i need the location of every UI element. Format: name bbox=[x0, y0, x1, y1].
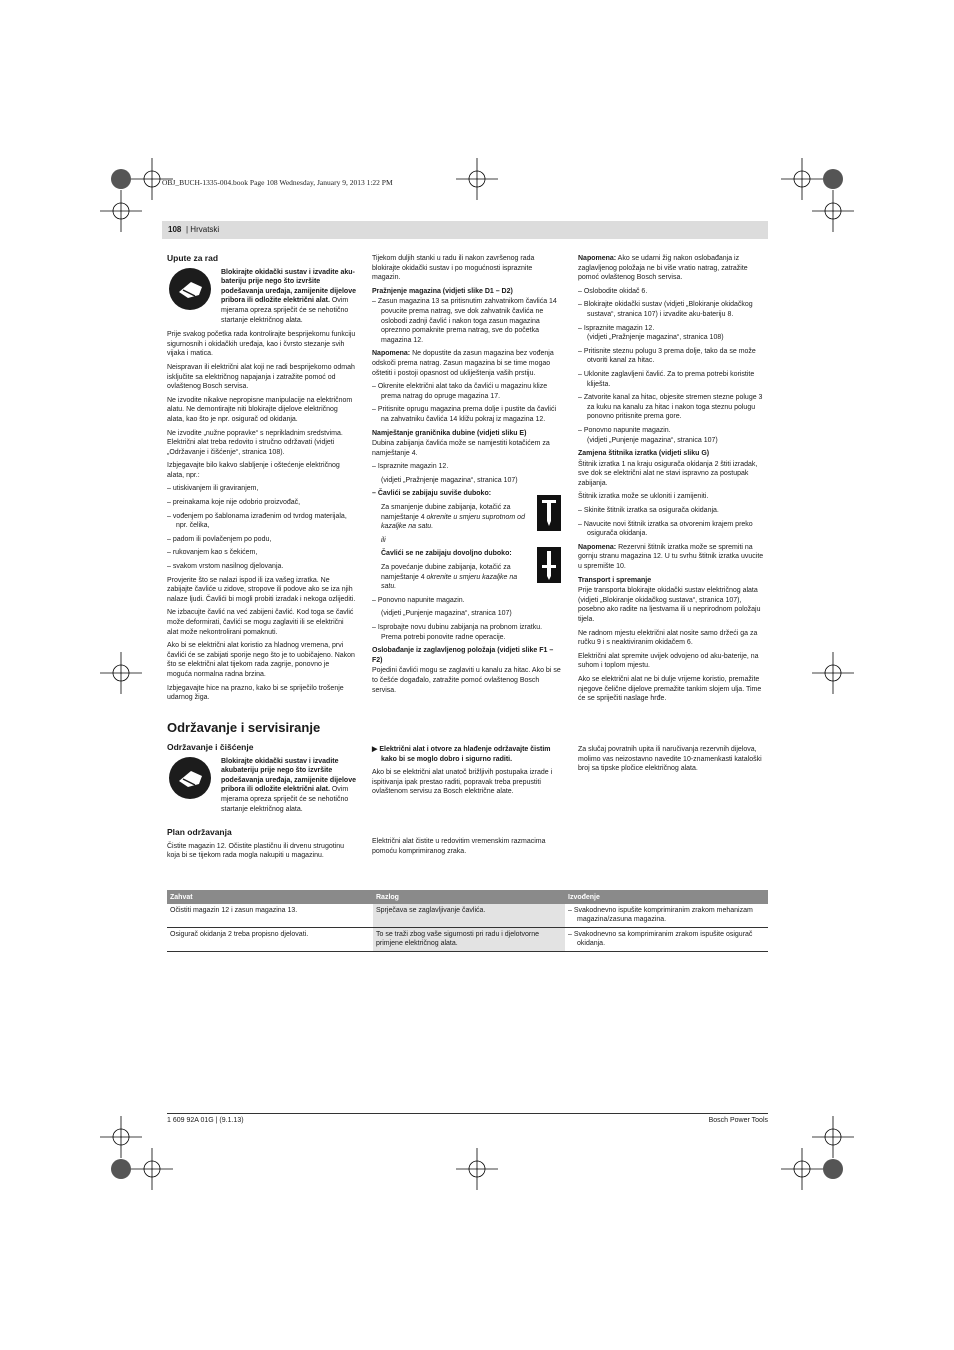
list-item: – Ispraznite magazin 12. bbox=[372, 463, 449, 471]
list-subtext: Za povećanje dubine zabijanja, kotačić za namještanje 4 okrenite u smjeru kazaljke na satu. bbox=[381, 564, 518, 591]
warning-text: Ovim mjerama opreza spriječit će se nehotično startanje električnog alata. bbox=[221, 786, 349, 813]
list-item: – Isprobajte novu dubinu zabijanja na probnom izratku. Prema potrebi ponovite radne operacije. bbox=[372, 624, 543, 641]
list-item: – Oslobodite okidač 6. bbox=[578, 287, 648, 295]
warning-block bbox=[167, 268, 356, 326]
table-header: Razlog bbox=[373, 890, 565, 904]
warning-text: Ovim mjerama opreza spriječit će se nehotično startanje električnog alata. bbox=[221, 297, 349, 324]
footer-brand: Bosch Power Tools bbox=[708, 1117, 768, 1124]
list-item: – Blokirajte okidački sustav (vidjeti „Blokiranje okidačkog sustava“, stranica 107) i izvadite aku-bateriju 8. bbox=[578, 301, 753, 318]
paragraph: Ne izvodite nikakve nepropisne manipulacije na električnom alatu. Ne demontirajte niti blokirajte dijelove električnog alata, kao što je npr. osigurač od okidanja. bbox=[167, 396, 353, 423]
list-item: – Ponovno napunite magazin. bbox=[372, 596, 465, 604]
paragraph: Prije svakog početka rada kontrolirajte besprijekornu funkciju sigurnosnih i okidačkih uređaja, kao i čvrsto stezanje svih vijaka i matica. bbox=[167, 331, 356, 358]
paragraph: Izbjegavajte bilo kakvo slabljenje i oštećenje električnog alata, npr.: bbox=[167, 462, 340, 479]
language-label: | Hrvatski bbox=[186, 225, 220, 234]
table-cell: Očistiti magazin 12 i zasun magazina 13. bbox=[167, 904, 373, 927]
depth-shallow-icon bbox=[537, 495, 561, 531]
section-title-odrzavanje: Održavanje i servisiranje bbox=[167, 720, 321, 735]
bullet-item: ▶ Električni alat i otvore za hlađenje održavajte čistim kako bi se moglo dobro i sigurno raditi. bbox=[372, 746, 551, 763]
hand-warning-icon bbox=[169, 757, 211, 799]
list-item: – Skinite štitnik izratka sa osigurača okidanja. bbox=[578, 507, 719, 515]
paragraph: Provjerite što se nalazi ispod ili iza vašeg izratka. Ne zabijajte čavliće u zidove, stropove ili podove ako se iza njih nalaze ljudi. Čavlići bi mogli probiti izradak i nekoga ozlijediti. bbox=[167, 576, 356, 603]
paragraph: Štitnik izratka 1 na kraju osigurača okidanja 2 štiti izradak, sve dok se električni alat ne stavi ispravno za postupak zabijanja. bbox=[578, 460, 758, 487]
paragraph: Neispravan ili električni alat koji ne radi besprijekorno odmah isključite sa električnog napajanja i zatražite pomoć od ovlaštenog Bosch servisa. bbox=[167, 363, 355, 391]
paragraph: Za slučaj povratnih upita ili naručivanja rezervnih dijelova, molimo vas neizostavno navedite 10-znamenkasti kataloški broj sa tipske pločice električnog alata. bbox=[578, 746, 762, 773]
table-cell: – Svakodnevno sa komprimiranim zrakom ispušite osigurač okidanja. bbox=[565, 927, 768, 951]
paragraph: Ako bi se električni alat unatoč brižljivih postupaka izrade i ispitivanja ipak prestao raditi, popravak treba prepustiti ovlaštenom servisu za Bosch električne alate. bbox=[372, 769, 553, 796]
list-item: – Zatvorite kanal za hitac, objesite stremen stezne poluge 3 za kuku na kanalu za hitac i nakon toga steznu polugu ponovno pritisnite prema gore. bbox=[578, 394, 763, 421]
paragraph: Ako bi se električni alat koristio za hladnog vremena, prvi čavlići će se zabijati sporije nego što je to uobičajeno. Nakon što se električni alat tijekom rada zagrije, ponovno je moguća normalna radna brzina. bbox=[167, 642, 355, 678]
paragraph: Prije transporta blokirajte okidački sustav električnog alata (vidjeti „Blokiranje okidačkog sustava“, stranica 107), posebno ako radite na ljestvama ili u neprirodnom položaju tijela. bbox=[578, 587, 761, 623]
table-row bbox=[167, 927, 768, 951]
table-cell: Sprječava se zaglavljivanje čavlića. bbox=[373, 904, 565, 927]
list-item: – svakom vrstom nasilnog djelovanja. bbox=[167, 563, 284, 571]
or-text: ili bbox=[381, 536, 386, 544]
subheading-cistenje: Održavanje i čišćenje bbox=[167, 742, 254, 752]
subheading-plan: Plan održavanja bbox=[167, 827, 232, 838]
list-subtext: (vidjeti „Pražnjenje magazina“, stranica 107) bbox=[381, 476, 518, 484]
list-item: – Navucite novi štitnik izratka sa otvorenim krajem preko osigurača okidanja. bbox=[578, 520, 753, 538]
paragraph: Električni alat spremite uvijek odvojeno od aku-baterije, na suhom i toplom mjestu. bbox=[578, 652, 759, 670]
hand-warning-icon bbox=[169, 268, 211, 310]
depth-deep-icon bbox=[537, 547, 561, 583]
list-subtext: Čavlići se ne zabijaju dovoljno duboko: bbox=[381, 550, 512, 558]
section-title-upute: Upute za rad bbox=[167, 253, 219, 263]
maintenance-table bbox=[167, 890, 768, 952]
warning-bold-text: Blokirajte okidački sustav i izvadite akubateriju prije nego što izvršite podešavanja uređaja, zamijenite dijelove pribora ili odložite električni alat. bbox=[221, 757, 356, 794]
paragraph: Pojedini čavlići mogu se zaglaviti u kanalu za hitac. Ako bi se to češće događalo, zatražite pomoć ovlaštenog Bosch servisa. bbox=[372, 667, 561, 694]
paragraph: Izbjegavajte hice na prazno, kako bi se spriječilo trošenje udarnog žiga. bbox=[167, 684, 344, 702]
warning-bold-text: Blokirajte okidački sustav i izvadite aku-bateriju prije nego što izvršite podešavanja uređaja, zamijenite dijelove pribora ili odložite električni alat. bbox=[221, 268, 356, 305]
note: Napomena: Rezervni štitnik izratka može se spremiti na gornju stranu magazina 12. U tu svrhu štitnik izratka uvucite u spremište 10. bbox=[578, 543, 764, 571]
paragraph: Štitnik izratka može se ukloniti i zamijeniti. bbox=[578, 493, 709, 501]
paragraph: Ne izvodite „nužne popravke“ s neprikladnim sredstvima. Električni alat treba redovito i stručno održavati (vidjeti „Održavanje i čišćenje“, stranica 108). bbox=[167, 429, 343, 456]
file-info-line: OBJ_BUCH-1335-004.book Page 108 Wednesday, January 9, 2013 1:22 PM bbox=[162, 178, 393, 187]
list-item: – Okrenite električni alat tako da čavlići u magazinu klize prema natrag do opruge magazina 17. bbox=[372, 383, 548, 400]
footer-catalog-number: 1 609 92A 01G | (9.1.13) bbox=[167, 1117, 244, 1124]
list-item: – Pritisnite steznu polugu 3 prema dolje, tako da se može otvoriti kanal za hitac. bbox=[578, 347, 756, 365]
subheading-transport: Transport i spremanje bbox=[578, 576, 652, 584]
list-item: – padom ili povlačenjem po podu, bbox=[167, 535, 272, 543]
maintenance-col-2 bbox=[372, 745, 562, 860]
page-number: 108 bbox=[168, 225, 182, 234]
warning-block bbox=[167, 757, 356, 815]
list-item: – Uklonite zaglavljeni čavlić. Za to prema potrebi koristite kliješta. bbox=[578, 370, 755, 388]
list-item: – Pritisnite oprugu magazina prema dolje i pustite da čavlići na zahvatniku čavlića 14 kližu pokraj iz magazina 12. bbox=[372, 406, 557, 423]
column-2 bbox=[372, 254, 562, 699]
column-1 bbox=[167, 254, 356, 707]
table-row bbox=[167, 904, 768, 927]
paragraph: Električni alat čistite u redovitim vremenskim razmacima pomoću komprimiranog zraka. bbox=[372, 837, 546, 855]
list-subtext: (vidjeti „Punjenje magazina“, stranica 107) bbox=[381, 610, 512, 618]
list-item: – Čavlići se zabijaju suviše duboko: bbox=[372, 490, 492, 498]
list-item: – Ispraznite magazin 12. (vidjeti „Pražnjenje magazina“, stranica 108) bbox=[578, 324, 724, 342]
list-item: – preinakama koje nije odobrio proizvođač, bbox=[167, 499, 301, 507]
paragraph: Čistite magazin 12. Očistite plastičnu ili drvenu strugotinu koja bi se tijekom rada mogla nakupiti u magazinu. bbox=[167, 842, 345, 860]
list-item: – Zasun magazina 13 sa pritisnutim zahvatnikom čavlića 14 povucite prema natrag, sve dok zahvatnik čavlića ne oslobodi zadnji čavlić i nakon toga zasun magazina opreznno pomaknite prema natrag, sve do početka magazina 12. bbox=[372, 298, 557, 344]
table-header: Izvođenje bbox=[565, 890, 768, 904]
maintenance-col-1 bbox=[167, 743, 356, 865]
paragraph: Ne izbacujte čavlić na već zabijeni čavlić. Kod toga se čavlić može deformirati, čavlići se mogu zaglaviti ili se električni alat može nekontrolirani pomaknuti. bbox=[167, 609, 354, 636]
list-item: – Ponovno napunite magazin. (vidjeti „Punjenje magazina“, stranica 107) bbox=[578, 426, 718, 444]
list-item: – utiskivanjem ili graviranjem, bbox=[167, 485, 259, 493]
paragraph: Ako se električni alat ne bi dulje vrijeme koristio, premažite njegove čelične dijelove premažite tankim slojem ulja. Time će se spriječiti naslage hrđe. bbox=[578, 675, 762, 703]
table-header: Zahvat bbox=[167, 890, 373, 904]
table-header-row bbox=[167, 890, 768, 904]
table-cell: To se traži zbog vaše sigurnosti pri radu i djelotvorne primjene električnog alata. bbox=[373, 927, 565, 951]
subheading-dubina: Namještanje graničnika dubine (vidjeti sliku E) bbox=[372, 429, 527, 437]
column-3 bbox=[578, 254, 768, 708]
note: Napomena: Ako se udarni žig nakon oslobađanja iz zaglavljenog položaja ne bi više vratio natrag, zatražite pomoć ovlaštenog Bosch servisa. bbox=[578, 255, 748, 282]
subheading-stitnik: Zamjena štitnika izratka (vidjeti sliku G) bbox=[578, 450, 710, 458]
footer-rule bbox=[167, 1113, 768, 1114]
list-item: – rukovanjem kao s čekićem, bbox=[167, 549, 258, 557]
table-cell: Osigurač okidanja 2 treba propisno djelovati. bbox=[167, 927, 373, 951]
subheading-oslobadanje: Oslobađanje iz zaglavljenog položaja (vidjeti slike F1 – F2) bbox=[372, 647, 554, 664]
maintenance-col-3 bbox=[578, 745, 768, 778]
list-item: – vođenjem po šablonama izrađenim od tvrdog materijala, npr. čelika, bbox=[167, 512, 347, 530]
list-subtext: Za smanjenje dubine zabijanja, kotačić za namještanje 4 okrenite u smjeru suprotnom od kazaljke na satu. bbox=[381, 504, 525, 531]
paragraph: Dubina zabijanja čavlića može se namjestiti kotačićem za namještanje 4. bbox=[372, 440, 550, 457]
page-header-bar bbox=[162, 221, 768, 239]
note: Napomena: Ne dopustite da zasun magazina bez vođenja odskoči prema natrag. Zasun magazina bi se time mogao oštetiti i postoji opasnost od ukliještenja vaših prstiju. bbox=[372, 350, 554, 377]
paragraph: Ne radnom mjestu električni alat nosite samo držeći ga za ručku 9 i s neaktiviranim okidačem 6. bbox=[578, 629, 758, 647]
paragraph: Tijekom duljih stanki u radu ili nakon završenog rada blokirajte okidački sustav i po mogućnosti ispraznite magazin. bbox=[372, 255, 535, 282]
table-cell: – Svakodnevno ispušite komprimiranim zrakom mehanizam magazina/zasuna magazina. bbox=[565, 904, 768, 927]
subheading-praznjenje: Pražnjenje magazina (vidjeti slike D1 – D2) bbox=[372, 287, 513, 295]
